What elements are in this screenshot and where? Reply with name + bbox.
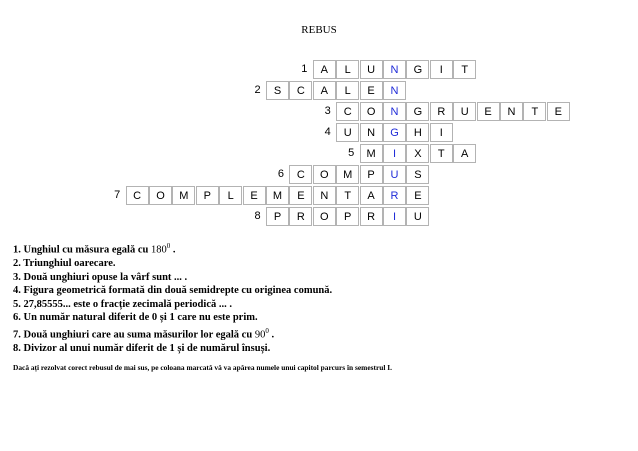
letter-cell[interactable]: P <box>196 186 219 205</box>
key-letter-cell[interactable]: U <box>383 165 406 184</box>
letter-cell[interactable]: E <box>406 186 429 205</box>
clue-item <box>13 257 633 271</box>
row-number: 5 <box>348 147 355 159</box>
degree-superscript: 0 <box>166 242 171 250</box>
key-letter-cell[interactable]: R <box>383 186 406 205</box>
grid-row <box>0 122 638 143</box>
letter-cell[interactable]: C <box>126 186 149 205</box>
letter-cell[interactable]: E <box>243 186 266 205</box>
clue-text: 5. 27,85555... este o fracție zecimală periodică ... . <box>13 298 232 310</box>
letter-cell[interactable]: O <box>149 186 172 205</box>
letter-cell[interactable]: T <box>523 102 546 121</box>
letter-cell[interactable]: R <box>289 207 312 226</box>
letter-cell[interactable]: C <box>289 81 312 100</box>
letter-cell[interactable]: U <box>360 60 383 79</box>
letter-cell[interactable]: C <box>289 165 312 184</box>
row-number: 8 <box>254 210 261 222</box>
letter-cell[interactable]: N <box>500 102 523 121</box>
clue-text: 4. Figura geometrică formată din două semidrepte cu originea comună. <box>13 285 333 297</box>
row-number: 3 <box>324 105 331 117</box>
letter-cell[interactable]: A <box>453 144 476 163</box>
letter-cell[interactable]: L <box>336 81 359 100</box>
key-letter-cell[interactable]: N <box>383 60 406 79</box>
letter-cell[interactable]: U <box>406 207 429 226</box>
letter-cell[interactable]: N <box>313 186 336 205</box>
row-number: 6 <box>277 168 284 180</box>
grid-row <box>0 143 638 164</box>
letter-cell[interactable]: S <box>266 81 289 100</box>
letter-cell[interactable]: P <box>336 207 359 226</box>
letter-cell[interactable]: E <box>289 186 312 205</box>
clue-item <box>13 298 633 312</box>
letter-cell[interactable]: R <box>360 207 383 226</box>
clue-text: 2. Triunghiul oarecare. <box>13 258 116 270</box>
letter-cell[interactable]: O <box>360 102 383 121</box>
crossword-grid <box>0 59 638 223</box>
key-letter-cell[interactable]: N <box>383 102 406 121</box>
letter-cell[interactable]: T <box>430 144 453 163</box>
letter-cell[interactable]: N <box>360 123 383 142</box>
clue-item <box>13 271 633 285</box>
clue-angle-value: 90 <box>254 329 266 341</box>
letter-cell[interactable]: O <box>313 165 336 184</box>
letter-cell[interactable]: E <box>477 102 500 121</box>
grid-row <box>0 101 638 122</box>
row-number: 7 <box>114 189 121 201</box>
clue-item <box>13 284 633 298</box>
row-number: 1 <box>301 63 308 75</box>
letter-cell[interactable]: E <box>360 81 383 100</box>
letter-cell[interactable]: C <box>336 102 359 121</box>
letter-cell[interactable]: T <box>336 186 359 205</box>
grid-row <box>0 59 638 80</box>
clue-item <box>13 325 633 342</box>
instruction-note: Dacă ați rezolvat corect rebusul de mai sus, pe coloana marcată vă va apărea numele unui capitol parcurs în semestrul I. <box>13 363 392 372</box>
letter-cell[interactable]: P <box>266 207 289 226</box>
letter-cell[interactable]: G <box>406 60 429 79</box>
letter-cell[interactable]: L <box>336 60 359 79</box>
clue-text: 3. Două unghiuri opuse la vârf sunt ... . <box>13 271 188 283</box>
letter-cell[interactable]: A <box>360 186 383 205</box>
clue-text: 6. Un număr natural diferit de 0 și 1 care nu este prim. <box>13 312 258 324</box>
letter-cell[interactable]: M <box>336 165 359 184</box>
letter-cell[interactable]: E <box>547 102 570 121</box>
letter-cell[interactable]: A <box>313 60 336 79</box>
clue-tail: . <box>268 329 275 341</box>
key-letter-cell[interactable]: I <box>383 144 406 163</box>
row-number: 4 <box>324 126 331 138</box>
grid-row <box>0 80 638 101</box>
grid-row <box>0 206 638 227</box>
letter-cell[interactable]: M <box>360 144 383 163</box>
clue-text: 7. Două unghiuri care au suma măsurilor lor egală cu <box>13 329 255 341</box>
clue-list <box>13 240 633 356</box>
rebus-title: REBUS <box>301 24 337 36</box>
key-letter-cell[interactable]: I <box>383 207 406 226</box>
grid-row <box>0 185 638 206</box>
letter-cell[interactable]: T <box>453 60 476 79</box>
letter-cell[interactable]: M <box>172 186 195 205</box>
letter-cell[interactable]: H <box>406 123 429 142</box>
clue-angle-value: 180 <box>150 244 167 256</box>
clue-tail: . <box>170 244 176 256</box>
letter-cell[interactable]: A <box>313 81 336 100</box>
letter-cell[interactable]: L <box>219 186 242 205</box>
clue-item <box>13 240 633 257</box>
clue-text: 8. Divizor al unui număr diferit de 1 și de numărul însuși. <box>13 343 271 355</box>
clue-text: 1. Unghiul cu măsura egală cu <box>13 244 151 256</box>
letter-cell[interactable]: P <box>360 165 383 184</box>
letter-cell[interactable]: G <box>406 102 429 121</box>
letter-cell[interactable]: M <box>266 186 289 205</box>
letter-cell[interactable]: U <box>336 123 359 142</box>
grid-row <box>0 164 638 185</box>
key-letter-cell[interactable]: G <box>383 123 406 142</box>
letter-cell[interactable]: O <box>313 207 336 226</box>
letter-cell[interactable]: R <box>430 102 453 121</box>
row-number: 2 <box>254 84 261 96</box>
degree-superscript: 0 <box>265 327 269 336</box>
letter-cell[interactable]: I <box>430 123 453 142</box>
key-letter-cell[interactable]: N <box>383 81 406 100</box>
letter-cell[interactable]: I <box>430 60 453 79</box>
letter-cell[interactable]: U <box>453 102 476 121</box>
letter-cell[interactable]: S <box>406 165 429 184</box>
clue-item <box>13 342 633 356</box>
clue-item <box>13 311 633 325</box>
letter-cell[interactable]: X <box>406 144 429 163</box>
